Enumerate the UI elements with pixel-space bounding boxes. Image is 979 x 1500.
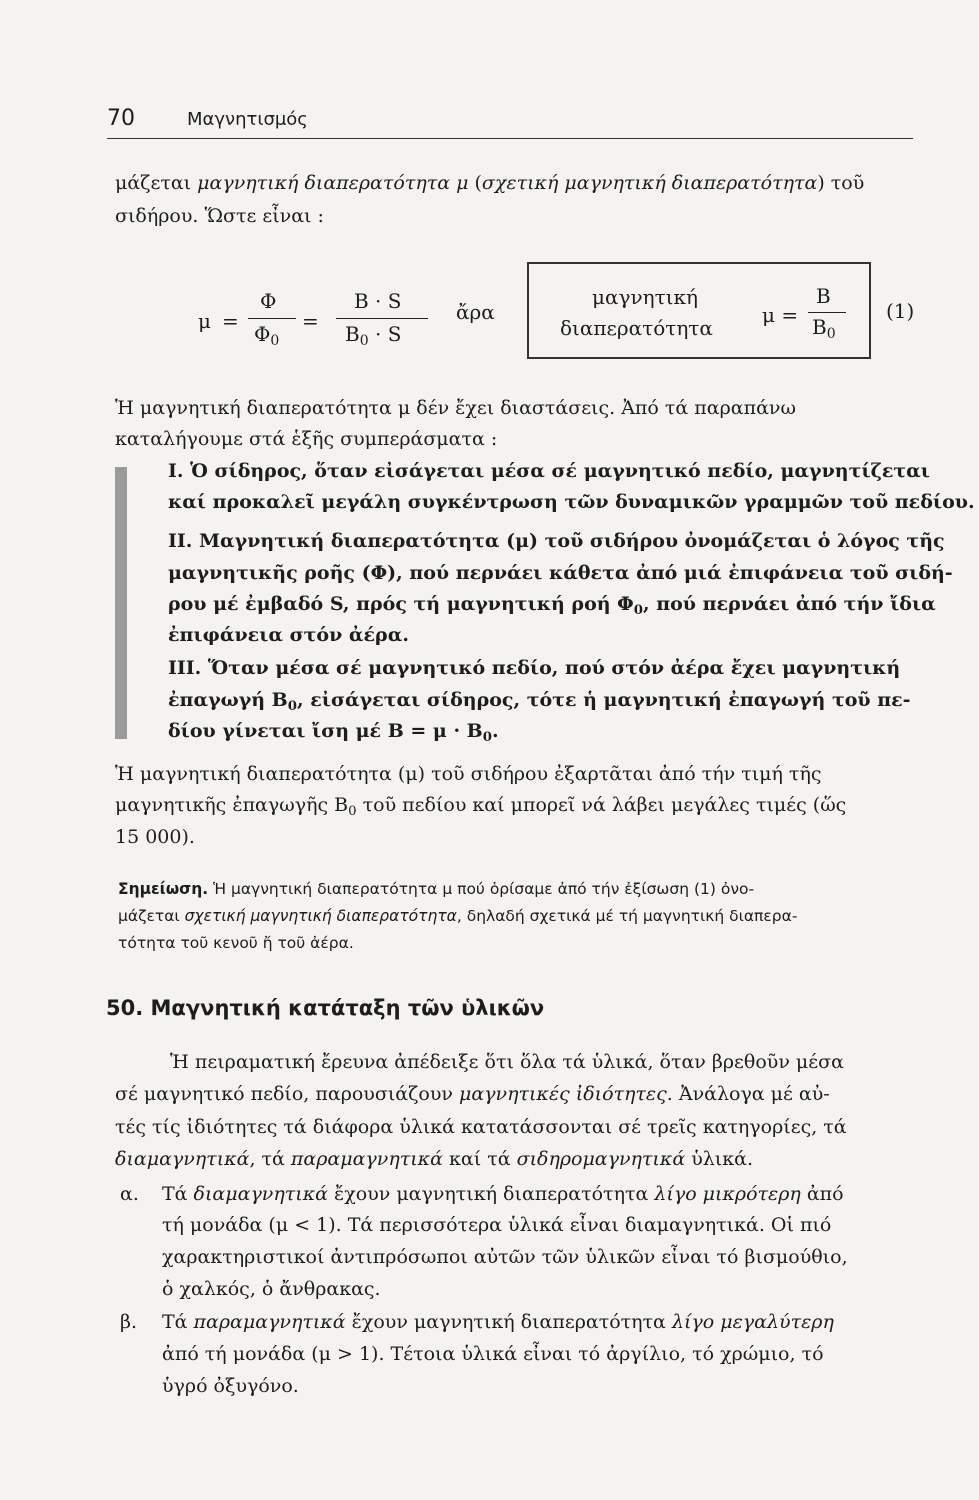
box-b: B	[816, 284, 831, 308]
section-body-line-1: Ἡ πειραματική ἔρευνα ἀπέδειξε ὅτι ὅλα τά ὑλικά, ὅταν βρεθοῦν μέσα	[170, 1051, 844, 1073]
item-alpha-line-2: τή μονάδα (μ < 1). Τά περισσότερα ὑλικά εἶναι διαμαγνητικά. Οἱ πιό	[162, 1214, 832, 1236]
item-alpha-line-1: Τά διαμαγνητικά ἔχουν μαγνητική διαπερατότητα λίγο μικρότερη ἀπό	[162, 1183, 844, 1205]
fraction-bar-2	[336, 318, 428, 319]
rule-2-line-4: ἐπιφάνεια στόν ἀέρα.	[168, 624, 409, 646]
box-b0: $B_0$	[812, 315, 836, 342]
formula-ara: ἄρα	[456, 300, 495, 324]
fraction-bar-1	[248, 318, 296, 319]
intro-line-1: μάζεται μαγνητική διαπερατότητα μ (σχετική μαγνητική διαπερατότητα) τοῦ	[115, 172, 865, 194]
item-beta-line-3: ὑγρό ὀξυγόνο.	[162, 1375, 299, 1397]
boxed-definition	[527, 262, 871, 359]
formula-phi: Φ	[260, 289, 277, 313]
section-body-line-4: διαμαγνητικά, τά παραμαγνητικά καί τά σιδηρομαγνητικά ὑλικά.	[115, 1148, 753, 1170]
rule-3-line-1: III. Ὅταν μέσα σέ μαγνητικό πεδίο, πού στόν ἀέρα ἔχει μαγνητική	[168, 657, 901, 679]
intro-line-2: σιδήρου. Ὥστε εἶναι :	[115, 205, 324, 227]
formula-eq-2: =	[302, 309, 319, 333]
box-label-line-1: μαγνητική	[592, 285, 698, 309]
item-alpha-line-4: ὁ χαλκός, ὁ ἄνθρακας.	[162, 1278, 381, 1300]
rule-2-line-1: II. Μαγνητική διαπερατότητα (μ) τοῦ σιδήρου ὀνομάζεται ὁ λόγος τῆς	[168, 530, 945, 552]
rule-3-line-2: ἐπαγωγή $B_0$, εἰσάγεται σίδηρος, τότε ἡ μαγνητική ἐπαγωγή τοῦ πε-	[168, 689, 911, 714]
item-alpha-line-3: χαρακτηριστικοί ἀντιπρόσωποι αὐτῶν τῶν ὑλικῶν εἶναι τό βισμούθιο,	[162, 1246, 848, 1268]
item-beta-label: β.	[120, 1311, 138, 1333]
equation-number: (1)	[886, 299, 915, 323]
formula-mu: μ	[198, 309, 211, 333]
formula-bs: B · S	[354, 289, 402, 313]
after-formula-line-1: Ἡ μαγνητική διαπερατότητα μ δέν ἔχει διαστάσεις. Ἀπό τά παραπάνω	[115, 397, 796, 419]
item-beta-line-1: Τά παραμαγνητικά ἔχουν μαγνητική διαπερατότητα λίγο μεγαλύτερη	[162, 1311, 834, 1333]
formula-eq-1: =	[222, 309, 239, 333]
dependence-line-3: 15 000).	[115, 826, 195, 848]
note-line-1: Σημείωση. Ἡ μαγνητική διαπερατότητα μ πού ὁρίσαμε ἀπό τήν ἐξίσωση (1) ὀνο-	[118, 880, 755, 898]
note-label: Σημείωση.	[118, 880, 209, 898]
box-mu: μ =	[762, 303, 799, 327]
dependence-line-2: μαγνητικῆς ἐπαγωγῆς $B_0$ τοῦ πεδίου καί μπορεῖ νά λάβει μεγάλες τιμές (ὥς	[115, 794, 847, 819]
page-header	[107, 106, 913, 139]
formula-phi0: $\Phi_0$	[254, 322, 280, 349]
note-line-3: τότητα τοῦ κενοῦ ἤ τοῦ ἀέρα.	[118, 934, 354, 952]
rule-2-line-3: ρου μέ ἐμβαδό S, πρός τή μαγνητική ροή $\Phi_0$, πού περνάει ἀπό τήν ἴδια	[168, 593, 936, 618]
item-beta-line-2: ἀπό τή μονάδα (μ > 1). Τέτοια ὑλικά εἶναι τό ἀργίλιο, τό χρώμιο, τό	[162, 1343, 824, 1365]
item-alpha-label: α.	[120, 1183, 139, 1205]
running-title: Μαγνητισμός	[187, 109, 308, 130]
note-line-2: μάζεται σχετική μαγνητική διαπερατότητα, δηλαδή σχετικά μέ τή μαγνητική διαπερα-	[118, 907, 798, 925]
dependence-line-1: Ἡ μαγνητική διαπερατότητα (μ) τοῦ σιδήρου ἐξαρτᾶται ἀπό τήν τιμή τῆς	[115, 763, 822, 785]
fraction-bar-3	[808, 312, 846, 313]
after-formula-line-2: καταλήγουμε στά ἑξῆς συμπεράσματα :	[115, 428, 498, 450]
rule-1-line-1: I. Ὁ σίδηρος, ὅταν εἰσάγεται μέσα σέ μαγνητικό πεδίο, μαγνητίζεται	[168, 460, 930, 482]
highlight-sidebar	[115, 467, 127, 739]
box-label-line-2: διαπερατότητα	[560, 316, 713, 340]
section-body-line-3: τές τίς ἰδιότητες τά διάφορα ὑλικά κατατάσσονται σέ τρεῖς κατηγορίες, τά	[115, 1116, 847, 1138]
rule-3-line-3: δίου γίνεται ἴση μέ $B = \mu \cdot B_0$.	[168, 720, 499, 745]
rule-1-line-2: καί προκαλεῖ μεγάλη συγκέντρωση τῶν δυναμικῶν γραμμῶν τοῦ πεδίου.	[168, 491, 975, 513]
page-number: 70	[107, 106, 135, 131]
formula-b0s: $B_0 \cdot S$	[345, 322, 402, 349]
section-heading: 50. Μαγνητική κατάταξη τῶν ὑλικῶν	[106, 996, 545, 1020]
section-body-line-2: σέ μαγνητικό πεδίο, παρουσιάζουν μαγνητικές ἰδιότητες. Ἀνάλογα μέ αὐ-	[115, 1083, 830, 1105]
rule-2-line-2: μαγνητικῆς ροῆς (Φ), πού περνάει κάθετα ἀπό μιά ἐπιφάνεια τοῦ σιδή-	[168, 562, 953, 584]
